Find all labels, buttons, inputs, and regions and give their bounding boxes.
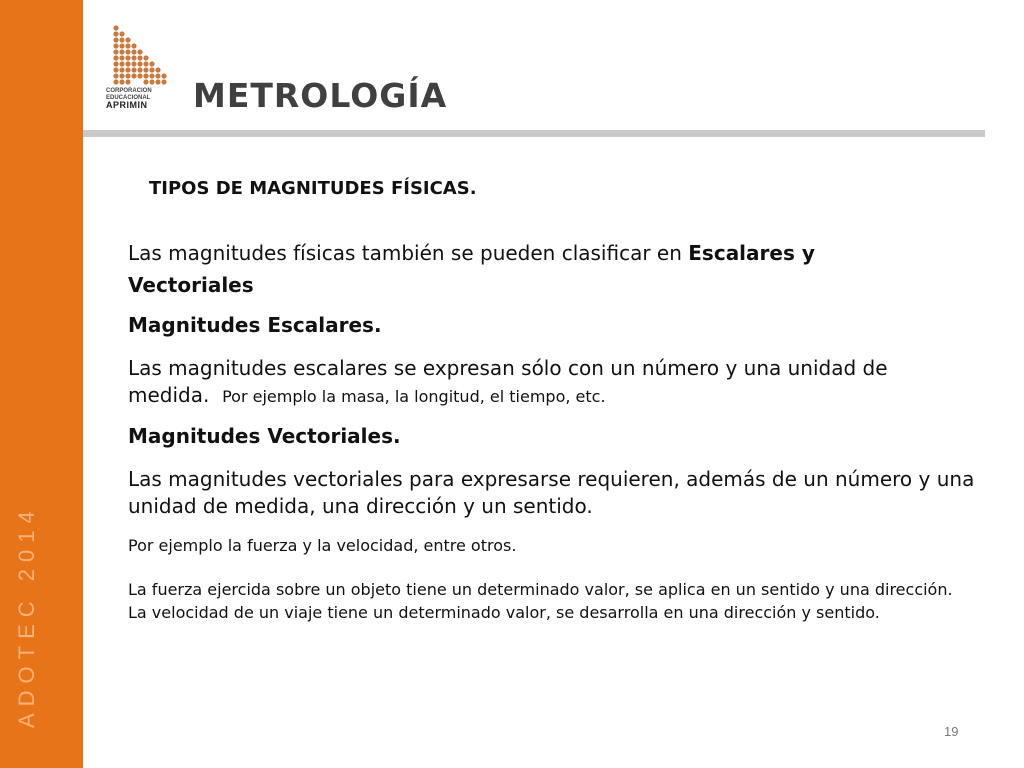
escalares-text: Las magnitudes escalares se expresan sólo con un número y una unidad de medida. [128, 356, 888, 407]
page-number: 19 [944, 724, 959, 739]
vectoriales-text: Las magnitudes vectoriales para expresarse requieren, además de un número y una unidad de medida, una dirección y un sentido. [128, 467, 975, 518]
escalares-paragraph [128, 355, 978, 410]
escalares-heading: Magnitudes Escalares. [128, 313, 382, 337]
vectoriales-detail-2: La velocidad de un viaje tiene un determinado valor, se desarrolla en una dirección y sentido. [128, 603, 880, 622]
header-divider [83, 130, 985, 137]
header-title: METROLOGÍA [193, 76, 448, 115]
intro-connector: y [794, 241, 815, 265]
sidebar-vertical-text: ADOTEC 2014 [14, 504, 39, 728]
intro-text: Las magnitudes físicas también se pueden clasificar en [128, 241, 689, 265]
section-title: TIPOS DE MAGNITUDES FÍSICAS. [149, 178, 477, 199]
intro-bold-escalares: Escalares [688, 241, 795, 265]
vectoriales-example: Por ejemplo la fuerza y la velocidad, entre otros. [128, 536, 517, 555]
slide-body [128, 237, 978, 624]
logo-caption [106, 88, 174, 109]
escalares-example: Por ejemplo la masa, la longitud, el tiempo, etc. [222, 387, 606, 406]
logo-line-1: CORPORACION [106, 88, 152, 94]
vectoriales-heading: Magnitudes Vectoriales. [128, 424, 401, 448]
logo-brand: APRIMIN [106, 100, 148, 110]
logo-line-2: EDUCACIONAL [106, 95, 151, 101]
vectoriales-detail-1: La fuerza ejercida sobre un objeto tiene un determinado valor, se aplica en un sentido y una dirección. [128, 580, 953, 599]
intro-bold-vectoriales: Vectoriales [128, 273, 254, 297]
sidebar-band [0, 0, 83, 768]
intro-paragraph [128, 237, 978, 301]
